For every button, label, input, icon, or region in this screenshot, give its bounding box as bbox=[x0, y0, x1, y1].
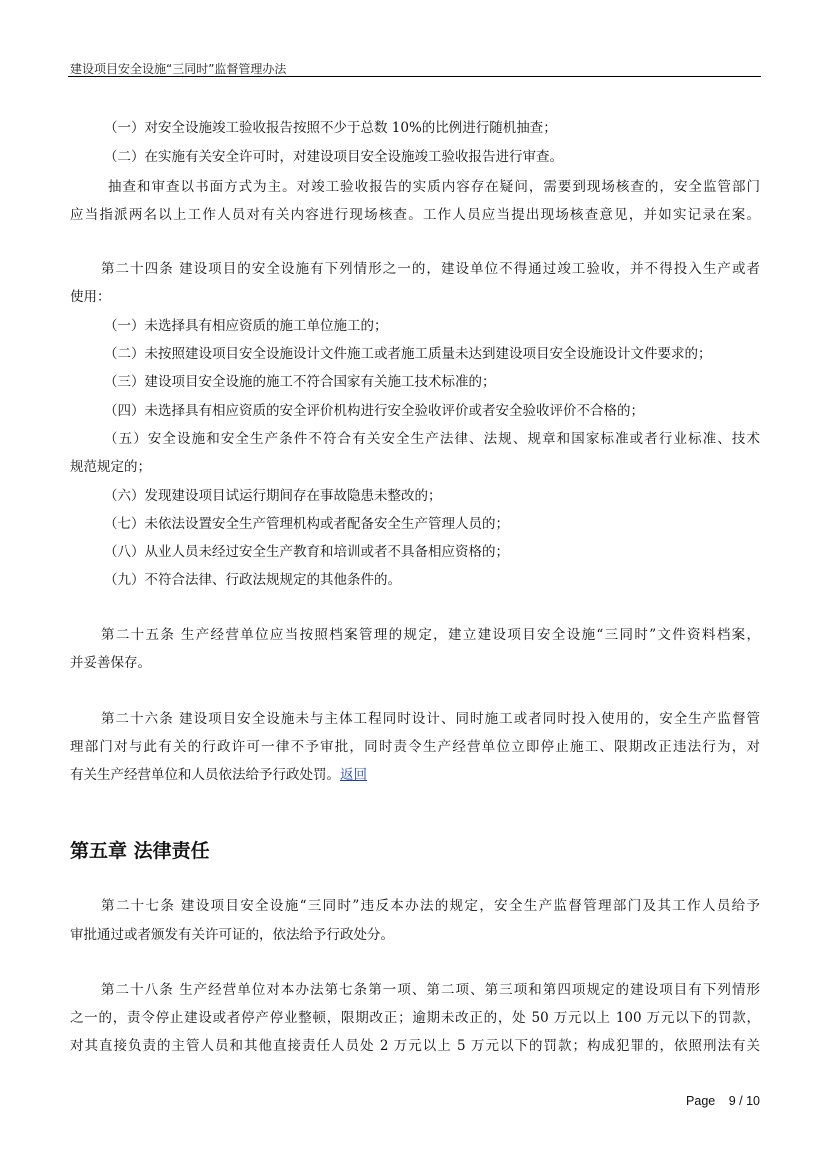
article-28-line: 第二十八条 生产经营单位对本办法第七条第一项、第二项、第三项和第四项规定的建设项目有下列情形 bbox=[101, 982, 760, 998]
article-24-line: 第二十四条 建设项目的安全设施有下列情形之一的，建设单位不得通过竣工验收，并不得投入生产或者 bbox=[101, 261, 760, 277]
article-26-line: 第二十六条 建设项目安全设施未与主体工程同时设计、同时施工或者同时投入使用的，安全生产监督管 bbox=[101, 711, 760, 727]
page-footer bbox=[682, 1094, 760, 1108]
list-item: （一）未选择具有相应资质的施工单位施工的； bbox=[104, 318, 388, 334]
page-number: 9 / 10 bbox=[728, 1094, 760, 1108]
list-item: （四）未选择具有相应资质的安全评价机构进行安全验收评价或者安全验收评价不合格的； bbox=[104, 403, 644, 419]
article-25-line: 第二十五条 生产经营单位应当按照档案管理的规定，建立建设项目安全设施“三同时”文件资料档案， bbox=[101, 627, 760, 643]
paragraph-line: 抽查和审查以书面方式为主。对竣工验收报告的实质内容存在疑问，需要到现场核查的，安全监管部门 bbox=[108, 179, 760, 195]
paragraph-line: （二）在实施有关安全许可时，对建设项目安全设施竣工验收报告进行审查。 bbox=[104, 149, 563, 165]
list-item: 规范规定的； bbox=[70, 459, 151, 475]
list-item: （六）发现建设项目试运行期间存在事故隐患未整改的； bbox=[104, 488, 442, 504]
article-27-line: 第二十七条 建设项目安全设施“三同时”违反本办法的规定，安全生产监督管理部门及其工作人员给予 bbox=[101, 898, 760, 914]
list-item: （八）从业人员未经过安全生产教育和培训或者不具备相应资格的； bbox=[104, 544, 509, 560]
article-27-line: 审批通过或者颁发有关许可证的，依法给予行政处分。 bbox=[70, 927, 394, 943]
page-label: Page bbox=[686, 1094, 716, 1108]
article-26-line: 理部门对与此有关的行政许可一律不予审批，同时责令生产经营单位立即停止施工、限期改正违法行为，对 bbox=[70, 739, 760, 755]
list-item: （三）建设项目安全设施的施工不符合国家有关施工技术标准的； bbox=[104, 374, 496, 390]
article-28-line: 对其直接负责的主管人员和其他直接责任人员处 2 万元以上 5 万元以下的罚款；构成犯罪的，依照刑法有关 bbox=[70, 1038, 760, 1054]
paragraph-line: 应当指派两名以上工作人员对有关内容进行现场核查。工作人员应当提出现场核查意见，并如实记录在案。 bbox=[70, 207, 760, 223]
article-28-line: 之一的，责令停止建设或者停产停业整顿，限期改正；逾期未改正的，处 50 万元以上 100 万元以下的罚款， bbox=[70, 1010, 760, 1026]
chapter-heading: 第五章 法律责任 bbox=[70, 840, 210, 862]
back-link[interactable]: 返回 bbox=[340, 767, 367, 783]
list-item: （五）安全设施和安全生产条件不符合有关安全生产法律、法规、规章和国家标准或者行业标准、技术 bbox=[104, 431, 760, 447]
list-item: （二）未按照建设项目安全设施设计文件施工或者施工质量未达到建设项目安全设施设计文件要求的； bbox=[104, 346, 712, 362]
article-26-text: 有关生产经营单位和人员依法给予行政处罚。 bbox=[70, 767, 340, 783]
list-item: （七）未依法设置安全生产管理机构或者配备安全生产管理人员的； bbox=[104, 516, 509, 532]
article-25-line: 并妥善保存。 bbox=[70, 655, 151, 671]
article-24-line: 使用： bbox=[70, 289, 111, 305]
paragraph-line: （一）对安全设施竣工验收报告按照不少于总数 10%的比例进行随机抽查； bbox=[104, 120, 557, 136]
running-header-title: 建设项目安全设施“三同时”监督管理办法 bbox=[70, 62, 287, 76]
article-26-line bbox=[70, 765, 760, 785]
list-item: （九）不符合法律、行政法规规定的其他条件的。 bbox=[104, 572, 401, 588]
header-divider bbox=[68, 76, 761, 77]
